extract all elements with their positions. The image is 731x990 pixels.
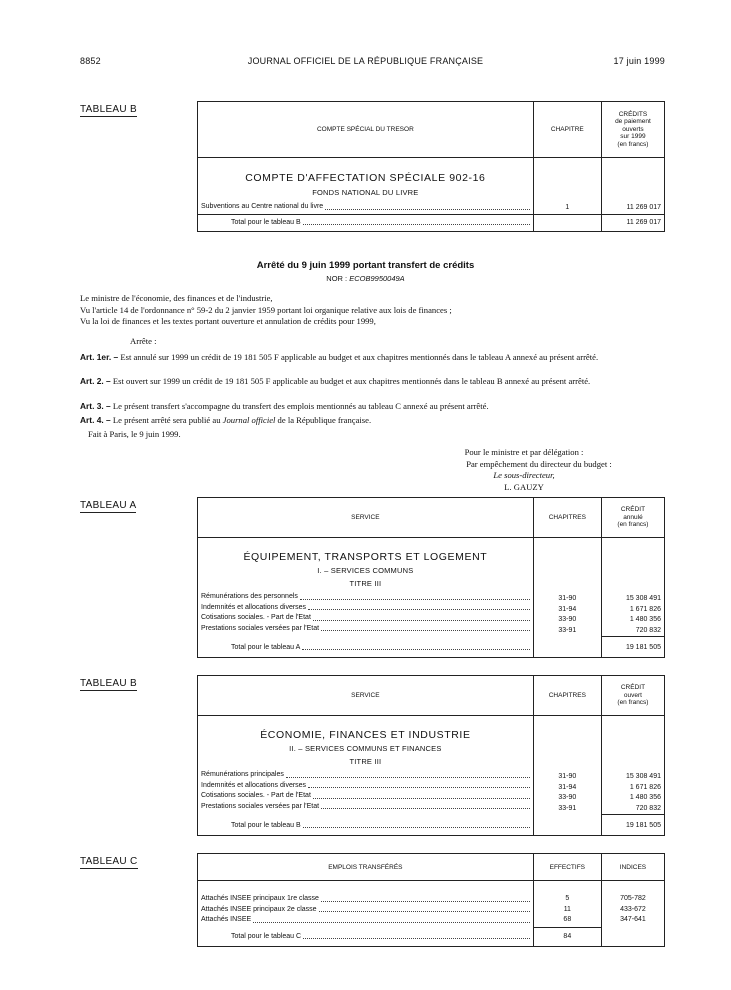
tableau-b-top-tag: TABLEAU B xyxy=(80,104,137,115)
tableau-a xyxy=(197,497,665,658)
col-header-chapitre: CHAPITRE xyxy=(533,102,601,158)
article-2: Art. 2. – Est ouvert sur 1999 un crédit de 19 181 505 F applicable au budget et aux chapitres mentionnés dans le tableau B annexé au présent arrêté. xyxy=(80,376,591,386)
value-cell: 720 832 xyxy=(635,804,661,812)
tableau-b-tag: TABLEAU B xyxy=(80,678,137,689)
section-title: ÉQUIPEMENT, TRANSPORTS ET LOGEMENT xyxy=(243,551,488,563)
table-row: Attachés INSEE principaux 1re classe xyxy=(201,894,530,905)
col-header-chapitres: CHAPITRES xyxy=(533,498,601,538)
page-number: 8852 xyxy=(80,56,101,66)
value-cell: 11 269 017 xyxy=(626,204,661,211)
total-row: Total pour le tableau B xyxy=(231,821,530,832)
table-row: Rémunérations principales xyxy=(201,770,530,781)
col-header-indices: INDICES xyxy=(601,854,664,881)
table-row: Indemnités et allocations diverses xyxy=(201,603,530,614)
effectif-cell: 11 xyxy=(563,905,571,913)
value-cell: 1 671 826 xyxy=(629,605,661,613)
tableau-b-top xyxy=(197,101,665,232)
indice-cell: 705-782 xyxy=(620,895,646,902)
chapter-cell: 33-91 xyxy=(558,626,577,634)
table-row: Attachés INSEE xyxy=(201,915,530,926)
arrete-preamble: Le ministre de l'économie, des finances et de l'industrie, Vu l'article 14 de l'ordonnance n° 59-2 du 2 janvier 1959 portant loi organique relative aux lois de finances ; Vu la loi de finances et les textes portant ouverture et annulation de crédits pour 1999, xyxy=(80,293,452,326)
table-row: Cotisations sociales. - Part de l'Etat xyxy=(201,613,530,624)
total-row: Total pour le tableau B xyxy=(231,218,530,229)
section-subtitle: FONDS NATIONAL DU LIVRE xyxy=(312,188,419,197)
total-value: 11 269 017 xyxy=(626,218,661,226)
value-cell: 15 308 491 xyxy=(625,773,661,780)
chapter-cell: 31-94 xyxy=(558,605,577,613)
total-row: Total pour le tableau C xyxy=(231,932,530,943)
tableau-b xyxy=(197,675,665,836)
chapter-cell: 31-94 xyxy=(558,783,577,791)
section-subtitle: I. – SERVICES COMMUNS xyxy=(317,566,414,575)
table-row: Rémunérations des personnels xyxy=(201,592,530,603)
col-header-emplois: EMPLOIS TRANSFÉRÉS xyxy=(198,854,534,881)
value-cell: 1 480 356 xyxy=(629,616,661,623)
total-value: 84 xyxy=(563,933,572,940)
value-cell: 15 308 491 xyxy=(625,595,661,602)
article-3: Art. 3. – Le présent transfert s'accompagne du transfert des emplois mentionnés au tableau C annexé au présent arrêté. xyxy=(80,401,489,411)
arrete-title: Arrêté du 9 juin 1999 portant transfert de crédits xyxy=(256,260,475,271)
signature-block: Pour le ministre et par délégation : Par empêchement du directeur du budget : Le sous-directeur, L. GAUZY xyxy=(464,447,612,492)
chapter-cell: 31-90 xyxy=(558,773,577,780)
indice-cell: 433-672 xyxy=(620,905,646,913)
value-cell: 1 480 356 xyxy=(629,794,661,801)
fait-a-paris: Fait à Paris, le 9 juin 1999. xyxy=(88,429,181,439)
table-row: Subventions au Centre national du livre xyxy=(201,202,530,213)
col-header-credit: CRÉDIT annulé (en francs) xyxy=(601,498,664,538)
chapter-cell: 33-90 xyxy=(558,616,577,623)
col-header-service: SERVICE xyxy=(198,676,534,716)
value-cell: 720 832 xyxy=(635,626,661,634)
chapter-cell: 33-91 xyxy=(558,804,577,812)
table-row: Prestations sociales versées par l'Etat xyxy=(201,624,530,635)
article-4: Art. 4. – Le présent arrêté sera publié au Journal officiel de la République française. xyxy=(80,415,372,425)
col-header-effectifs: EFFECTIFS xyxy=(533,854,601,881)
tableau-c-tag: TABLEAU C xyxy=(80,856,138,867)
journal-title: JOURNAL OFFICIEL DE LA RÉPUBLIQUE FRANÇAISE xyxy=(247,56,484,66)
col-header-credit: CRÉDIT ouvert (en francs) xyxy=(601,676,664,716)
col-header-credits: CRÉDITS de paiement ouverts sur 1999 (en francs) xyxy=(601,102,664,158)
value-cell: 1 671 826 xyxy=(629,783,661,791)
titre-label: TITRE III xyxy=(349,579,382,588)
chapter-cell: 31-90 xyxy=(558,595,577,602)
tableau-c xyxy=(197,853,665,947)
col-header-chapitres: CHAPITRES xyxy=(533,676,601,716)
chapter-cell: 1 xyxy=(565,204,570,211)
effectif-cell: 68 xyxy=(563,916,572,923)
chapter-cell: 33-90 xyxy=(558,794,577,801)
section-title: COMPTE D'AFFECTATION SPÉCIALE 902-16 xyxy=(245,172,486,184)
nor-reference: NOR : ECOB9950049A xyxy=(326,274,405,283)
table-row: Indemnités et allocations diverses xyxy=(201,781,530,792)
total-row: Total pour le tableau A xyxy=(231,643,530,654)
col-header-compte: COMPTE SPÉCIAL DU TRESOR xyxy=(198,102,534,158)
table-row: Attachés INSEE principaux 2e classe xyxy=(201,905,530,916)
effectif-cell: 5 xyxy=(565,895,570,902)
section-subtitle: II. – SERVICES COMMUNS ET FINANCES xyxy=(289,744,442,753)
titre-label: TITRE III xyxy=(349,757,382,766)
arrete-word: Arrête : xyxy=(130,336,157,346)
article-1: Art. 1er. – Est annulé sur 1999 un crédit de 19 181 505 F applicable au budget et aux chapitres mentionnés dans le tableau A annexé au présent arrêté. xyxy=(80,352,599,362)
total-value: 19 181 505 xyxy=(625,822,661,829)
table-row: Prestations sociales versées par l'Etat xyxy=(201,802,530,813)
section-title: ÉCONOMIE, FINANCES ET INDUSTRIE xyxy=(260,729,471,741)
table-row: Cotisations sociales. - Part de l'Etat xyxy=(201,791,530,802)
tableau-a-tag: TABLEAU A xyxy=(80,500,137,511)
publication-date: 17 juin 1999 xyxy=(613,56,665,66)
indice-cell: 347-641 xyxy=(620,916,646,923)
col-header-service: SERVICE xyxy=(198,498,534,538)
total-value: 19 181 505 xyxy=(625,644,661,651)
